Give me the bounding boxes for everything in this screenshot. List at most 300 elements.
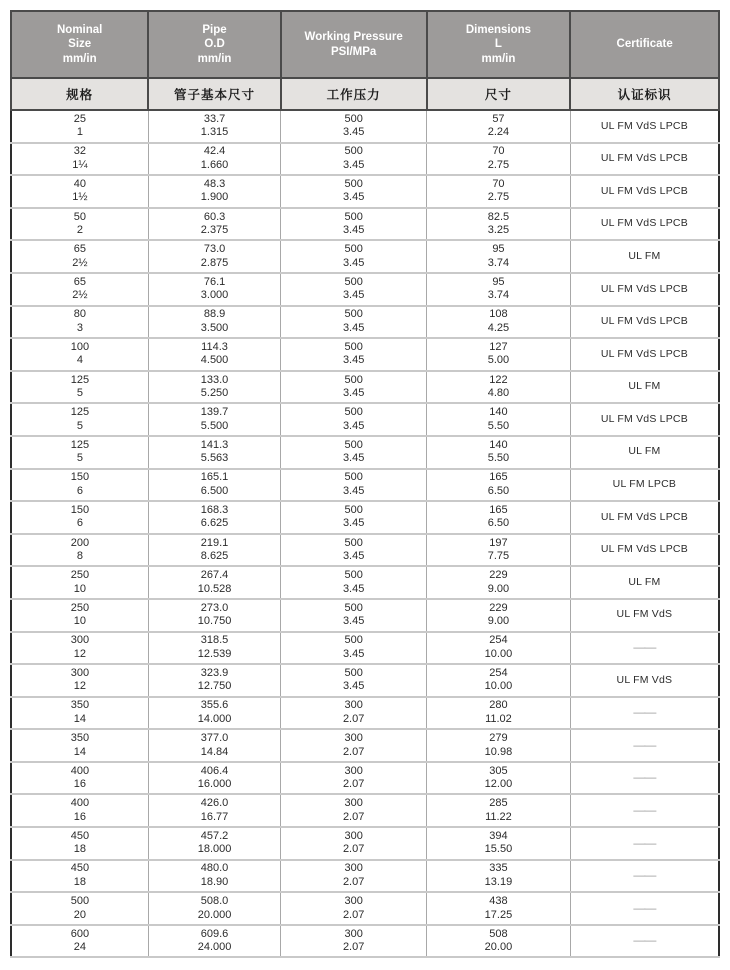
cell-value: 5.500 bbox=[200, 419, 229, 432]
cell-value: 355.6 bbox=[200, 699, 229, 712]
cell-working-pressure bbox=[281, 208, 427, 241]
cell-value: 10.00 bbox=[484, 680, 513, 693]
cell-value: 335 bbox=[489, 862, 508, 875]
header-line: mm/in bbox=[62, 52, 97, 65]
cell-nominal-size bbox=[11, 762, 148, 795]
cell-value: 165.1 bbox=[200, 471, 229, 484]
cell-value: 500 bbox=[344, 243, 363, 256]
cell-value: 3.45 bbox=[342, 354, 365, 367]
cell-dimensions bbox=[427, 534, 571, 567]
cell-value: 5.563 bbox=[200, 452, 229, 465]
cell-value: 305 bbox=[489, 764, 508, 777]
cell-pipe-od bbox=[148, 632, 280, 665]
cell-nominal-size bbox=[11, 436, 148, 469]
cell-value: 73.0 bbox=[203, 243, 226, 256]
cell-value: 1.660 bbox=[200, 158, 229, 171]
table-row bbox=[11, 469, 719, 502]
cell-certificate: —— bbox=[570, 794, 719, 827]
cell-value: 457.2 bbox=[200, 829, 229, 842]
cell-value: 14 bbox=[73, 712, 87, 725]
cell-working-pressure bbox=[281, 273, 427, 306]
cell-nominal-size bbox=[11, 371, 148, 404]
cell-dimensions bbox=[427, 664, 571, 697]
cell-value: 3.45 bbox=[342, 321, 365, 334]
cell-pipe-od bbox=[148, 794, 280, 827]
cell-value: 3.45 bbox=[342, 387, 365, 400]
cell-value: 14.000 bbox=[197, 712, 232, 725]
cell-working-pressure bbox=[281, 469, 427, 502]
cell-value: 250 bbox=[70, 569, 90, 582]
cell-value: 10.528 bbox=[197, 582, 232, 595]
cell-pipe-od bbox=[148, 860, 280, 893]
cell-value: 400 bbox=[70, 797, 90, 810]
cell-nominal-size bbox=[11, 306, 148, 339]
cell-value: 14 bbox=[73, 745, 87, 758]
cell-value: 500 bbox=[344, 536, 363, 549]
table-row bbox=[11, 892, 719, 925]
cell-certificate: UL FM VdS LPCB bbox=[570, 338, 719, 371]
cell-nominal-size bbox=[11, 892, 148, 925]
cell-certificate: UL FM VdS LPCB bbox=[570, 501, 719, 534]
cell-value: 300 bbox=[344, 764, 363, 777]
cell-value: 6.625 bbox=[200, 517, 229, 530]
cell-value: 500 bbox=[70, 895, 90, 908]
cell-value: 3.74 bbox=[487, 289, 510, 302]
cell-dimensions bbox=[427, 208, 571, 241]
cell-value: 267.4 bbox=[200, 569, 229, 582]
cell-value: 3.45 bbox=[342, 158, 365, 171]
cell-value: 2.375 bbox=[200, 224, 229, 237]
cell-value: 2½ bbox=[72, 289, 88, 302]
cell-certificate: UL FM VdS LPCB bbox=[570, 110, 719, 143]
cell-value: 609.6 bbox=[200, 927, 229, 940]
col-header-dimensions bbox=[427, 11, 571, 78]
cell-certificate: UL FM bbox=[570, 371, 719, 404]
cell-pipe-od bbox=[148, 175, 280, 208]
cell-value: 12.00 bbox=[484, 778, 513, 791]
cell-value: 323.9 bbox=[200, 666, 229, 679]
cell-value: 82.5 bbox=[487, 210, 510, 223]
cell-dimensions bbox=[427, 143, 571, 176]
cell-value: 2.75 bbox=[487, 158, 510, 171]
cell-value: 2.07 bbox=[342, 941, 365, 954]
cell-nominal-size bbox=[11, 827, 148, 860]
cell-value: 20 bbox=[73, 908, 87, 921]
cell-certificate: UL FM LPCB bbox=[570, 469, 719, 502]
cell-value: 95 bbox=[492, 275, 505, 288]
cell-value: 406.4 bbox=[200, 764, 229, 777]
cell-value: 4.500 bbox=[200, 354, 229, 367]
cell-value: 2 bbox=[76, 224, 83, 237]
cell-certificate: UL FM VdS LPCB bbox=[570, 273, 719, 306]
cell-working-pressure bbox=[281, 794, 427, 827]
cell-certificate: UL FM bbox=[570, 240, 719, 273]
cell-nominal-size bbox=[11, 273, 148, 306]
cell-dimensions bbox=[427, 762, 571, 795]
cell-dimensions bbox=[427, 892, 571, 925]
cell-value: 18.90 bbox=[200, 875, 229, 888]
table-row bbox=[11, 566, 719, 599]
cell-value: 24.000 bbox=[197, 941, 232, 954]
cell-certificate: UL FM VdS LPCB bbox=[570, 143, 719, 176]
cell-value: 165 bbox=[489, 471, 508, 484]
cell-value: 10 bbox=[73, 615, 87, 628]
cell-value: 3.45 bbox=[342, 224, 365, 237]
cell-working-pressure bbox=[281, 664, 427, 697]
cell-value: 15.50 bbox=[484, 843, 513, 856]
cell-dimensions bbox=[427, 436, 571, 469]
cell-working-pressure bbox=[281, 534, 427, 567]
cell-pipe-od bbox=[148, 110, 280, 143]
pipe-spec-table bbox=[10, 10, 720, 958]
cell-value: 3.45 bbox=[342, 191, 365, 204]
cell-pipe-od bbox=[148, 697, 280, 730]
cell-value: 50 bbox=[73, 210, 87, 223]
cell-dimensions bbox=[427, 338, 571, 371]
cell-working-pressure bbox=[281, 827, 427, 860]
table-row bbox=[11, 436, 719, 469]
cell-pipe-od bbox=[148, 599, 280, 632]
cell-value: 12 bbox=[73, 647, 87, 660]
cell-nominal-size bbox=[11, 925, 148, 958]
cell-value: 14.84 bbox=[200, 745, 229, 758]
header-line: Certificate bbox=[616, 38, 673, 51]
cell-value: 500 bbox=[344, 373, 363, 386]
header-line: Dimensions bbox=[465, 23, 532, 36]
cell-value: 229 bbox=[489, 569, 508, 582]
cell-value: 48.3 bbox=[203, 177, 226, 190]
cell-value: 88.9 bbox=[203, 308, 226, 321]
cell-value: 400 bbox=[70, 764, 90, 777]
table-row bbox=[11, 599, 719, 632]
cell-working-pressure bbox=[281, 501, 427, 534]
header-line: mm/in bbox=[481, 52, 516, 65]
cell-value: 508 bbox=[489, 927, 508, 940]
cell-value: 122 bbox=[489, 373, 508, 386]
cell-dimensions bbox=[427, 566, 571, 599]
cell-nominal-size bbox=[11, 175, 148, 208]
cell-working-pressure bbox=[281, 892, 427, 925]
cell-value: 600 bbox=[70, 927, 90, 940]
cell-certificate: —— bbox=[570, 860, 719, 893]
cell-value: 16.000 bbox=[197, 778, 232, 791]
cell-value: 500 bbox=[344, 340, 363, 353]
cell-value: 18 bbox=[73, 843, 87, 856]
cell-nominal-size bbox=[11, 469, 148, 502]
cell-value: 2.24 bbox=[487, 126, 510, 139]
cell-value: 3.45 bbox=[342, 289, 365, 302]
table-body bbox=[11, 110, 719, 957]
cell-value: 500 bbox=[344, 275, 363, 288]
cell-value: 1½ bbox=[72, 191, 88, 204]
cell-value: 10 bbox=[73, 582, 87, 595]
cell-dimensions bbox=[427, 501, 571, 534]
cell-value: 3.45 bbox=[342, 419, 365, 432]
cell-nominal-size bbox=[11, 599, 148, 632]
cell-value: 300 bbox=[344, 862, 363, 875]
cell-value: 229 bbox=[489, 601, 508, 614]
cell-value: 2.07 bbox=[342, 810, 365, 823]
cell-value: 350 bbox=[70, 699, 90, 712]
cell-value: 2.07 bbox=[342, 908, 365, 921]
cell-value: 254 bbox=[489, 666, 508, 679]
cell-value: 250 bbox=[70, 601, 90, 614]
cell-working-pressure bbox=[281, 338, 427, 371]
cell-pipe-od bbox=[148, 729, 280, 762]
cell-value: 500 bbox=[344, 601, 363, 614]
cell-value: 3.45 bbox=[342, 550, 365, 563]
cell-value: 140 bbox=[489, 406, 508, 419]
cell-value: 197 bbox=[489, 536, 508, 549]
cell-value: 3 bbox=[76, 321, 83, 334]
cell-dimensions bbox=[427, 794, 571, 827]
cell-value: 70 bbox=[492, 145, 505, 158]
cell-pipe-od bbox=[148, 403, 280, 436]
header-row-chinese bbox=[11, 78, 719, 110]
cell-value: 8.625 bbox=[200, 550, 229, 563]
cell-pipe-od bbox=[148, 827, 280, 860]
cell-value: 480.0 bbox=[200, 862, 229, 875]
cell-value: 508.0 bbox=[200, 895, 229, 908]
col-subheader-nominal-size: 规格 bbox=[11, 78, 148, 110]
table-row bbox=[11, 697, 719, 730]
cell-value: 300 bbox=[344, 699, 363, 712]
cell-value: 13.19 bbox=[484, 875, 513, 888]
cell-value: 1¼ bbox=[72, 158, 88, 171]
cell-value: 12.539 bbox=[197, 647, 232, 660]
cell-value: 12 bbox=[73, 680, 87, 693]
cell-value: 2.07 bbox=[342, 778, 365, 791]
cell-value: 6.50 bbox=[487, 484, 510, 497]
cell-nominal-size bbox=[11, 338, 148, 371]
cell-nominal-size bbox=[11, 403, 148, 436]
table-row bbox=[11, 273, 719, 306]
cell-dimensions bbox=[427, 860, 571, 893]
cell-pipe-od bbox=[148, 566, 280, 599]
cell-pipe-od bbox=[148, 143, 280, 176]
cell-pipe-od bbox=[148, 501, 280, 534]
cell-value: 10.98 bbox=[484, 745, 513, 758]
cell-value: 32 bbox=[73, 145, 87, 158]
cell-value: 150 bbox=[70, 503, 90, 516]
cell-value: 9.00 bbox=[487, 582, 510, 595]
cell-pipe-od bbox=[148, 306, 280, 339]
cell-value: 5.250 bbox=[200, 387, 229, 400]
cell-certificate: UL FM VdS bbox=[570, 599, 719, 632]
cell-value: 500 bbox=[344, 308, 363, 321]
cell-value: 5 bbox=[76, 452, 83, 465]
cell-value: 25 bbox=[73, 112, 87, 125]
cell-value: 11.02 bbox=[485, 712, 512, 725]
cell-value: 500 bbox=[344, 666, 363, 679]
cell-value: 2.07 bbox=[342, 875, 365, 888]
table-row bbox=[11, 208, 719, 241]
cell-value: 10.00 bbox=[484, 647, 513, 660]
cell-value: 65 bbox=[73, 243, 87, 256]
cell-value: 10.750 bbox=[197, 615, 232, 628]
cell-value: 300 bbox=[70, 634, 90, 647]
cell-value: 57 bbox=[492, 112, 505, 125]
cell-value: 150 bbox=[70, 471, 90, 484]
cell-value: 500 bbox=[344, 503, 363, 516]
cell-value: 279 bbox=[489, 732, 508, 745]
cell-value: 6 bbox=[76, 517, 83, 530]
cell-pipe-od bbox=[148, 892, 280, 925]
cell-value: 3.45 bbox=[342, 517, 365, 530]
cell-value: 11.22 bbox=[485, 810, 512, 823]
cell-certificate: —— bbox=[570, 632, 719, 665]
table-row bbox=[11, 403, 719, 436]
cell-value: 133.0 bbox=[200, 373, 229, 386]
cell-value: 254 bbox=[489, 634, 508, 647]
cell-value: 125 bbox=[70, 373, 90, 386]
cell-value: 42.4 bbox=[203, 145, 226, 158]
cell-value: 17.25 bbox=[484, 908, 513, 921]
cell-value: 219.1 bbox=[200, 536, 229, 549]
cell-value: 100 bbox=[70, 340, 90, 353]
cell-value: 2.75 bbox=[487, 191, 510, 204]
cell-value: 2½ bbox=[72, 256, 88, 269]
table-row bbox=[11, 794, 719, 827]
cell-value: 3.45 bbox=[342, 647, 365, 660]
header-line: Pipe bbox=[202, 23, 227, 36]
cell-certificate: UL FM VdS LPCB bbox=[570, 208, 719, 241]
cell-value: 3.000 bbox=[200, 289, 229, 302]
cell-dimensions bbox=[427, 599, 571, 632]
cell-value: 16 bbox=[73, 778, 87, 791]
col-subheader-working-pressure: 工作压力 bbox=[281, 78, 427, 110]
cell-certificate: —— bbox=[570, 827, 719, 860]
cell-value: 4.80 bbox=[487, 387, 510, 400]
cell-value: 285 bbox=[489, 797, 508, 810]
table-row bbox=[11, 534, 719, 567]
cell-value: 300 bbox=[70, 666, 90, 679]
cell-working-pressure bbox=[281, 599, 427, 632]
table-row bbox=[11, 827, 719, 860]
cell-value: 394 bbox=[489, 829, 508, 842]
cell-working-pressure bbox=[281, 110, 427, 143]
cell-value: 2.875 bbox=[200, 256, 229, 269]
table-row bbox=[11, 664, 719, 697]
cell-value: 500 bbox=[344, 634, 363, 647]
col-subheader-dimensions: 尺寸 bbox=[427, 78, 571, 110]
cell-working-pressure bbox=[281, 175, 427, 208]
cell-value: 500 bbox=[344, 406, 363, 419]
cell-value: 5 bbox=[76, 387, 83, 400]
cell-nominal-size bbox=[11, 534, 148, 567]
cell-working-pressure bbox=[281, 632, 427, 665]
cell-value: 5 bbox=[76, 419, 83, 432]
col-header-certificate bbox=[570, 11, 719, 78]
cell-working-pressure bbox=[281, 306, 427, 339]
cell-certificate: —— bbox=[570, 697, 719, 730]
cell-working-pressure bbox=[281, 143, 427, 176]
cell-certificate: —— bbox=[570, 729, 719, 762]
cell-value: 300 bbox=[344, 895, 363, 908]
header-line: Nominal bbox=[56, 23, 103, 36]
cell-certificate: —— bbox=[570, 892, 719, 925]
cell-dimensions bbox=[427, 371, 571, 404]
cell-value: 114.3 bbox=[201, 340, 228, 353]
table-row bbox=[11, 925, 719, 958]
col-subheader-certificate: 认证标识 bbox=[570, 78, 719, 110]
cell-value: 500 bbox=[344, 438, 363, 451]
cell-dimensions bbox=[427, 827, 571, 860]
cell-pipe-od bbox=[148, 925, 280, 958]
cell-value: 500 bbox=[344, 210, 363, 223]
table-row bbox=[11, 632, 719, 665]
cell-value: 140 bbox=[489, 438, 508, 451]
cell-certificate: —— bbox=[570, 762, 719, 795]
cell-value: 33.7 bbox=[203, 112, 226, 125]
table-row bbox=[11, 338, 719, 371]
cell-value: 300 bbox=[344, 927, 363, 940]
cell-value: 139.7 bbox=[200, 406, 229, 419]
cell-value: 24 bbox=[73, 941, 87, 954]
cell-value: 125 bbox=[70, 406, 90, 419]
table-row bbox=[11, 371, 719, 404]
cell-nominal-size bbox=[11, 143, 148, 176]
cell-dimensions bbox=[427, 925, 571, 958]
cell-working-pressure bbox=[281, 762, 427, 795]
header-line: mm/in bbox=[197, 52, 232, 65]
cell-value: 4.25 bbox=[487, 321, 510, 334]
cell-certificate: UL FM VdS LPCB bbox=[570, 175, 719, 208]
header-line: O.D bbox=[204, 38, 225, 51]
cell-certificate: UL FM VdS bbox=[570, 664, 719, 697]
cell-value: 377.0 bbox=[200, 732, 229, 745]
cell-working-pressure bbox=[281, 403, 427, 436]
cell-dimensions bbox=[427, 273, 571, 306]
table-row bbox=[11, 762, 719, 795]
cell-value: 426.0 bbox=[200, 797, 229, 810]
cell-value: 80 bbox=[73, 308, 87, 321]
cell-value: 2.07 bbox=[342, 745, 365, 758]
cell-working-pressure bbox=[281, 925, 427, 958]
cell-dimensions bbox=[427, 632, 571, 665]
cell-value: 2.07 bbox=[342, 712, 365, 725]
cell-value: 12.750 bbox=[197, 680, 232, 693]
cell-value: 18.000 bbox=[197, 843, 232, 856]
cell-nominal-size bbox=[11, 697, 148, 730]
table-row bbox=[11, 143, 719, 176]
cell-value: 1 bbox=[76, 126, 83, 139]
cell-value: 500 bbox=[344, 569, 363, 582]
cell-value: 20.000 bbox=[197, 908, 232, 921]
cell-value: 273.0 bbox=[200, 601, 229, 614]
cell-pipe-od bbox=[148, 240, 280, 273]
cell-value: 6.500 bbox=[200, 484, 229, 497]
cell-dimensions bbox=[427, 175, 571, 208]
cell-pipe-od bbox=[148, 664, 280, 697]
cell-value: 20.00 bbox=[484, 941, 513, 954]
cell-working-pressure bbox=[281, 436, 427, 469]
cell-value: 300 bbox=[344, 732, 363, 745]
cell-value: 200 bbox=[70, 536, 90, 549]
cell-certificate: UL FM bbox=[570, 566, 719, 599]
cell-value: 300 bbox=[344, 797, 363, 810]
cell-value: 16.77 bbox=[200, 810, 229, 823]
cell-working-pressure bbox=[281, 566, 427, 599]
cell-pipe-od bbox=[148, 436, 280, 469]
cell-nominal-size bbox=[11, 208, 148, 241]
cell-value: 3.74 bbox=[487, 256, 510, 269]
header-line: PSI/MPa bbox=[330, 45, 377, 58]
cell-value: 3.45 bbox=[342, 484, 365, 497]
cell-nominal-size bbox=[11, 729, 148, 762]
cell-value: 500 bbox=[344, 177, 363, 190]
cell-nominal-size bbox=[11, 860, 148, 893]
